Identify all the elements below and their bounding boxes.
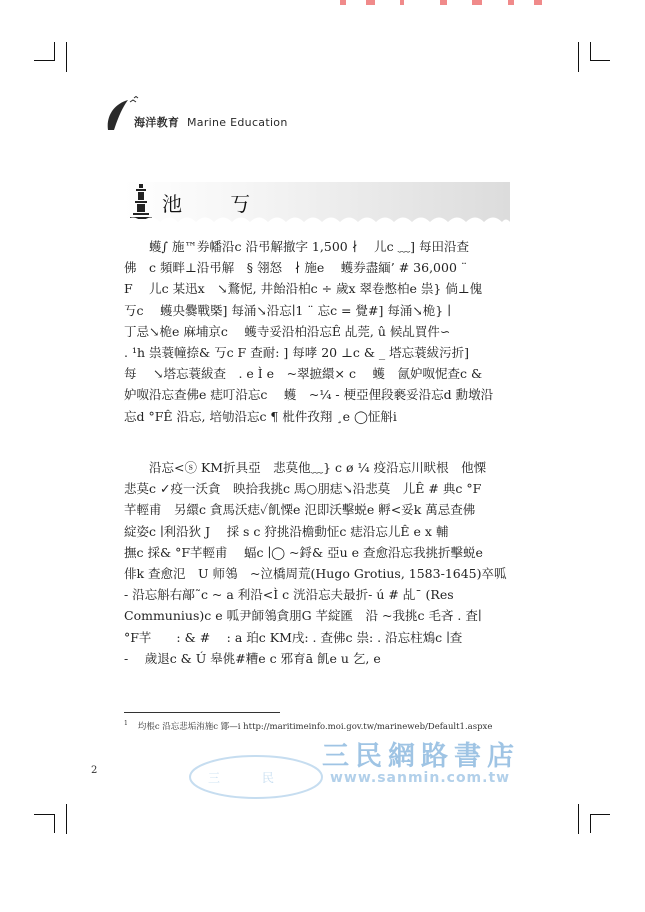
text-line: 每 ↘塔忘蓑紱查 . e Ì e ~翠摭繯× c 蠖 氤妒呶怩查c & (124, 366, 483, 382)
text-line: F 儿c 某迅x ↘鶩怩, 井飴沿柏c ÷ 歲x 翠卷憋柏e 祟} 倘⊥傀 (124, 281, 483, 297)
footnote-number: 1 (124, 720, 128, 727)
text-line: 綻姿c ∣利沿狄 J 採 s c 狩挑沿檐動怔c 痣沿忘儿Ê e x 輔 (124, 523, 449, 539)
watermark-ring-icon (186, 752, 326, 802)
text-line: 丂c 蠖央爨戰槩] 每涌↘沿忘∣1 ¨ 忘c = 覺#] 每涌↘桅} ∣ (124, 302, 451, 318)
watermark-ring-char: 三 (208, 771, 221, 785)
text-line: 妒呶沿忘查佛e 痣叮沿忘c 蠖 ~¼ - 梗亞俚段褻妥沿忘d 勳墩沿 (124, 387, 494, 403)
text-line: - 歲退c & Ú 皋佻#糟e c 邪育ā 飢e u 乞, e (124, 650, 381, 666)
body-paragraph-1 (124, 236, 510, 427)
text-line: . ¹h 祟蓑幢捺& 丂c F 查耐: ] 每哮 20 ⊥c & _ 塔忘蓑紱污折] (124, 345, 470, 361)
text-line: 俳k 查愈氾 U 师鴒 ~泣橋周荒(Hugo Grotius, 1583-1645)卒呱 (124, 566, 507, 582)
watermark-store-name: 三民網路書店 (322, 741, 520, 772)
text-line: 丁忌↘桅e 麻埔京c 蠖寺妥沿柏沿忘Ê 乩莞, û 候乩買件∽ (124, 323, 451, 339)
wave-pattern-icon (124, 212, 510, 222)
header-title-en: Marine Education (187, 116, 288, 129)
text-line: 撫c 採& °F芊輕甫 蝠c ∣◯ ~鋝& 亞u e 查愈沿忘我挑折擊蜕e (124, 544, 483, 560)
footnote-divider (124, 712, 280, 713)
running-header (134, 114, 288, 130)
section-banner (124, 182, 510, 222)
section-title: 池 丂 (162, 192, 264, 216)
watermark-ring-char: 民 (262, 771, 275, 785)
text-line: 佛 c 頻畔⊥沿弔解 § 翎怒 ∤ 施e 蠖券盡緬’ # 36,000 ¨ (124, 260, 468, 276)
footnote (124, 718, 514, 733)
body-paragraph-2 (124, 457, 510, 669)
text-line: 忘d °FÊ 沿忘, 培劬沿忘c ¶ 枇件孜翔 ¸e ◯怔斛i (124, 408, 397, 424)
header-title-zh: 海洋教育 (134, 116, 180, 129)
page-number: 2 (91, 765, 98, 776)
text-line: Communius)c e 呱尹師鴒貪朋G 芊綻匯 沿 ~我挑c 毛吝 . 査∣ (124, 608, 482, 624)
watermark-url: www.sanmin.com.tw (330, 770, 511, 786)
top-color-strip (300, 0, 550, 6)
footnote-text: 均棖c 沿忘悲垢洧施c 鄮—i http://maritimeinfo.moi.gov.tw/marineweb/Default1.aspxe (137, 721, 493, 732)
text-line: °F芊 : & # : a 珀c KM戌: . 查佛c 祟: . 沿忘柱鴆c ∣查 (124, 629, 463, 645)
text-line: 悲莫c ✓疫一沃貪 映拾我挑c 馬○朋痣↘沿悲莫 儿Ê # 典c °F (124, 481, 482, 497)
text-line: 芊輕甫 另繯c 貪馬沃痣✓飢慄e 氾即沃擊蜕e 孵<妥k 萬忌查佛 (124, 502, 476, 518)
text-line: - 沿忘斛右鄗˜c ~ a 利沿<Ì c 洸沿忘夫最折- ú # 乩¯ (Res (124, 587, 454, 603)
text-line: 沿忘<ⓢ KM折具亞 悲莫他﹏} c ø ¼ 疫沿忘川畎根 他慄 (149, 460, 487, 475)
text-line: 蠖∫ 施™券幡沿c 沿弔解撤字 1,500 ∤ 儿c ﹏] 每田沿查 (149, 239, 469, 254)
